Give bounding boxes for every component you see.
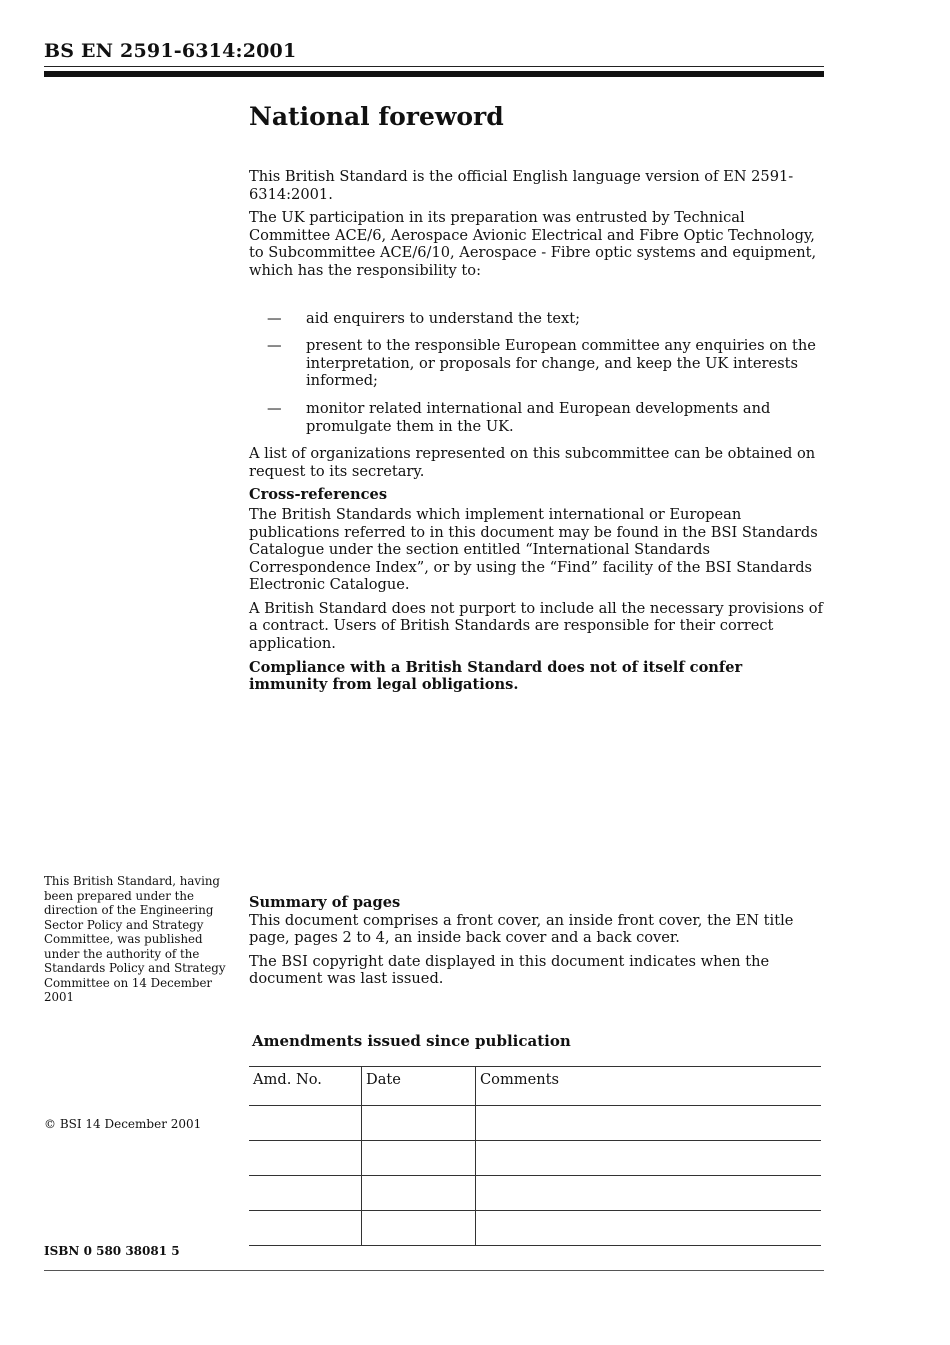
table-cell <box>249 1176 362 1211</box>
list-item-text: aid enquirers to understand the text; <box>306 309 581 327</box>
table-cell <box>249 1106 362 1141</box>
table-cell <box>362 1176 476 1211</box>
table-cell <box>362 1106 476 1141</box>
table-cell <box>362 1141 476 1176</box>
compliance-statement: Compliance with a British Standard does not of itself confer immunity from legal obligations. <box>249 658 743 694</box>
organizations-paragraph: A list of organizations represented on this subcommittee can be obtained on request to its secretary. <box>249 445 816 480</box>
document-code: BS EN 2591-6314:2001 <box>44 40 297 62</box>
list-item <box>249 400 824 435</box>
intro-paragraph: This British Standard is the official English language version of EN 2591-6314:2001. <box>249 168 794 203</box>
list-item <box>249 337 824 390</box>
table-header-row <box>249 1067 821 1106</box>
isbn-number: ISBN 0 580 38081 5 <box>44 1244 180 1258</box>
cross-references-heading: Cross-references <box>249 486 388 504</box>
table-row <box>249 1141 821 1176</box>
table-cell <box>476 1141 822 1176</box>
table-row <box>249 1211 821 1246</box>
table-cell <box>476 1176 822 1211</box>
table-row <box>249 1176 821 1211</box>
summary-of-pages-section <box>249 894 824 994</box>
column-header-date: Date <box>362 1067 476 1106</box>
footer-rule <box>44 1270 824 1271</box>
copyright-notice: © BSI 14 December 2001 <box>44 1117 202 1131</box>
table-cell <box>249 1141 362 1176</box>
dash-marker: — <box>267 309 282 327</box>
contract-paragraph: A British Standard does not purport to include all the necessary provisions of a contract. Users of British Standards are responsible for their correct application. <box>249 599 823 653</box>
header-thin-rule <box>44 66 824 67</box>
table-cell <box>362 1211 476 1246</box>
dash-marker: — <box>267 337 282 355</box>
table-cell <box>476 1106 822 1141</box>
amendments-title: Amendments issued since publication <box>252 1032 571 1050</box>
publication-note: This British Standard, having been prepared under the direction of the Engineering Sector Policy and Strategy Committee, was published under the authority of the Standards Policy and Strategy Committee on 14 December 2001 <box>44 874 226 1004</box>
table-cell <box>476 1211 822 1246</box>
responsibility-list <box>249 310 824 436</box>
page-title: National foreword <box>249 102 504 131</box>
summary-pages-paragraph: This document comprises a front cover, an inside front cover, the EN title page, pages 2 to 4, an inside back cover and a back cover. <box>249 911 794 947</box>
cross-references-paragraph: The British Standards which implement international or European publications referred to in this document may be found in the BSI Standards Catalogue under the section entitled “International Standards Correspondence Index”, or by using the “Find” facility of the BSI Standards Electronic Catalogue. <box>249 505 818 594</box>
national-foreword-section <box>249 100 824 700</box>
table-cell <box>249 1211 362 1246</box>
copyright-date-paragraph: The BSI copyright date displayed in this document indicates when the document was last issued. <box>249 952 770 988</box>
list-item-text: monitor related international and European developments and promulgate them in the UK. <box>306 399 771 435</box>
column-header-amd-no: Amd. No. <box>249 1067 362 1106</box>
header-thick-rule <box>44 71 824 77</box>
dash-marker: — <box>267 399 282 417</box>
table-row <box>249 1106 821 1141</box>
column-header-comments: Comments <box>476 1067 822 1106</box>
amendments-table <box>249 1066 821 1246</box>
summary-heading: Summary of pages <box>249 894 401 911</box>
list-item <box>249 310 824 328</box>
participation-paragraph: The UK participation in its preparation was entrusted by Technical Committee ACE/6, Aerospace Avionic Electrical and Fibre Optic Technology, to Subcommittee ACE/6/10, Aerospace - Fibre optic systems and equipment, which has the responsibility to: <box>249 209 817 279</box>
list-item-text: present to the responsible European committee any enquiries on the interpretation, or proposals for change, and keep the UK interests informed; <box>306 337 816 390</box>
